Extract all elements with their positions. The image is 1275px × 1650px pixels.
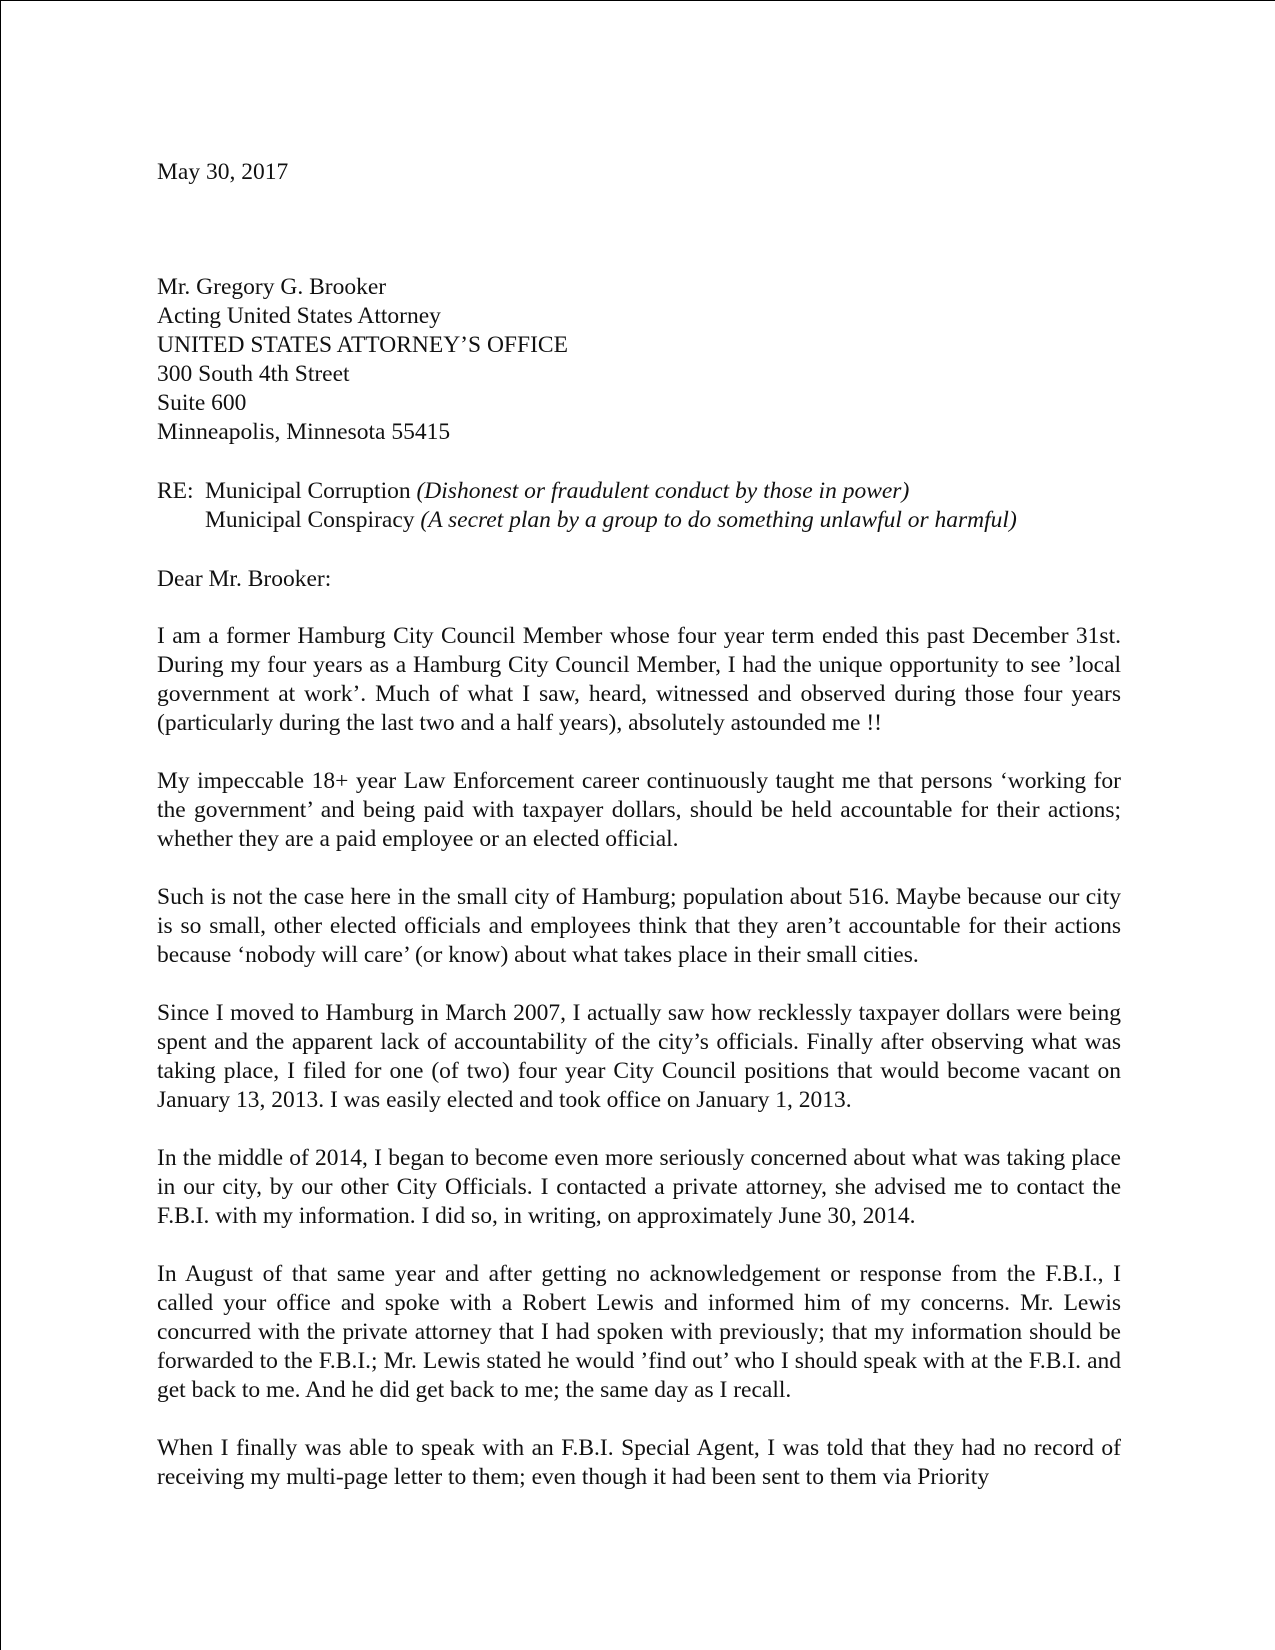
recipient-suite: Suite 600 xyxy=(157,390,247,416)
paragraph-4: Since I moved to Hamburg in March 2007, I actually saw how recklessly taxpayer dollars were being spent and the apparent lack of accountability of the city’s officials. Finally after observing what was taking place, I filed for one (of two) four year City Council positions that would become vacant on January 13, 2013. I was easily elected and took office on January 1, 2013. xyxy=(157,1000,1121,1113)
recipient-street: 300 South 4th Street xyxy=(157,361,350,387)
paragraph-3: Such is not the case here in the small city of Hamburg; population about 516. Maybe because our city is so small, other elected officials and employees think that they aren’t accountable for their actions because ‘nobody will care’ (or know) about what takes place in their small cities. xyxy=(157,884,1121,968)
subject-label: RE: xyxy=(157,478,194,504)
recipient-address xyxy=(157,273,568,447)
paragraph-2: My impeccable 18+ year Law Enforcement career continuously taught me that persons ‘working for the government’ and being paid with taxpayer dollars, should be held accountable for their actions; whether they are a paid employee or an elected official. xyxy=(157,768,1121,852)
subject-block xyxy=(157,477,1121,535)
salutation: Dear Mr. Brooker: xyxy=(157,566,332,592)
letter-date: May 30, 2017 xyxy=(157,159,289,185)
subject-line-1 xyxy=(157,477,1121,506)
subject-corruption: Municipal Corruption xyxy=(205,478,411,504)
recipient-office: UNITED STATES ATTORNEY’S OFFICE xyxy=(157,332,568,358)
paragraph-5: In the middle of 2014, I began to become even more seriously concerned about what was taking place in our city, by our other City Officials. I contacted a private attorney, she advised me to contact the F.B.I. with my information. I did so, in writing, on approximately June 30, 2014. xyxy=(157,1145,1121,1229)
paragraph-1: I am a former Hamburg City Council Member whose four year term ended this past December 31st. During my four years as a Hamburg City Council Member, I had the unique opportunity to see ’local government at work’. Much of what I saw, heard, witnessed and observed during those four years (particularly during the last two and a half years), absolutely astounded me !! xyxy=(157,623,1121,736)
recipient-city: Minneapolis, Minnesota 55415 xyxy=(157,419,451,445)
paragraph-6: In August of that same year and after getting no acknowledgement or response from the F.B.I., I called your office and spoke with a Robert Lewis and informed him of my concerns. Mr. Lewis concurred with the private attorney that I had spoken with previously; that my information should be forwarded to the F.B.I.; Mr. Lewis stated he would ’find out’ who I should speak with at the F.B.I. and get back to me. And he did get back to me; the same day as I recall. xyxy=(157,1261,1121,1403)
subject-line-2 xyxy=(157,506,1121,535)
subject-conspiracy-definition: (A secret plan by a group to do something unlawful or harmful) xyxy=(420,507,1017,533)
recipient-title: Acting United States Attorney xyxy=(157,303,441,329)
subject-corruption-definition: (Dishonest or fraudulent conduct by those in power) xyxy=(416,478,910,504)
recipient-name: Mr. Gregory G. Brooker xyxy=(157,274,387,300)
subject-conspiracy: Municipal Conspiracy xyxy=(205,507,415,533)
paragraph-7: When I finally was able to speak with an F.B.I. Special Agent, I was told that they had no record of receiving my multi-page letter to them; even though it had been sent to them via Priority xyxy=(157,1435,1121,1490)
